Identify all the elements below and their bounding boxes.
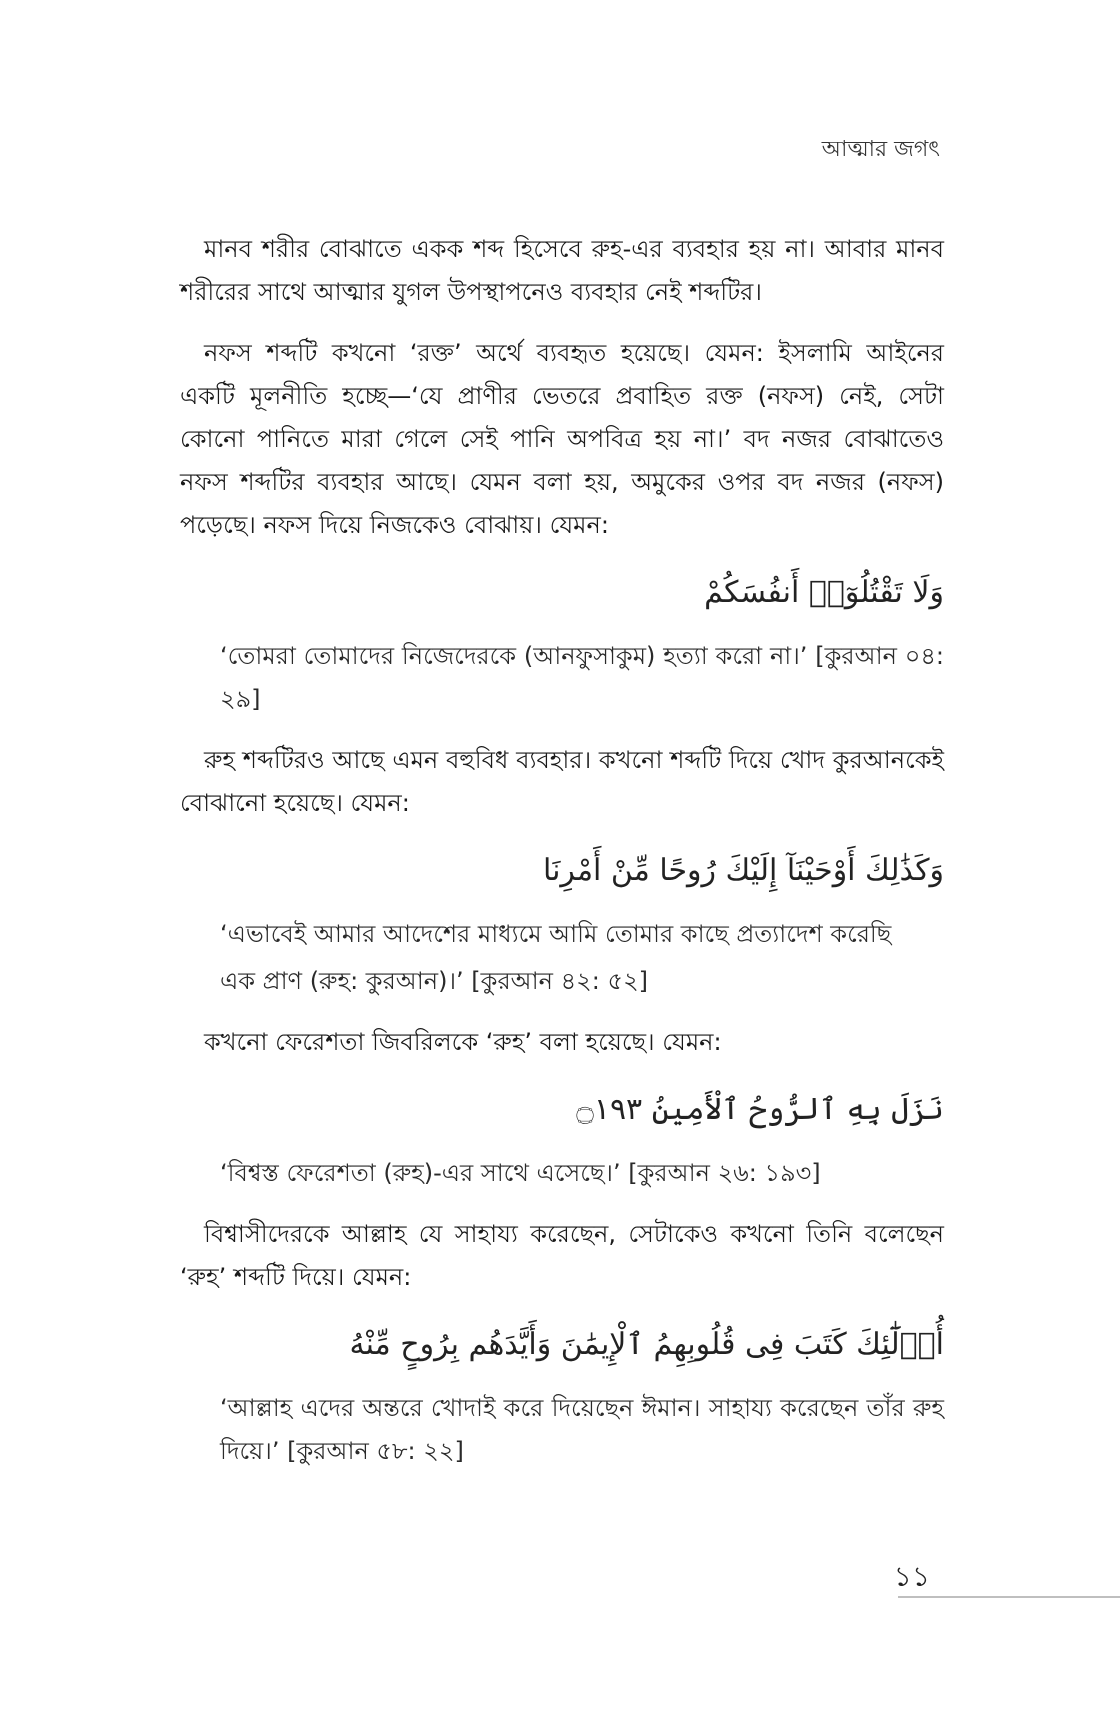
translation-quote: এক প্রাণ (রুহ: কুরআন)।’ [কুরআন ৪২: ৫২] [220, 967, 649, 995]
translation-quote: ‘তোমরা তোমাদের নিজেদেরকে (আনফুসাকুম) হত্যা করো না।’ [কুরআন ০৪: ২৯] [220, 642, 944, 713]
body-paragraph: রুহ শব্দটিরও আছে এমন বহুবিধ ব্যবহার। কখনো শব্দটি দিয়ে খোদ কুরআনকেই বোঝানো হয়েছে। যেমন: [180, 746, 944, 817]
body-paragraph: বিশ্বাসীদেরকে আল্লাহ যে সাহায্য করেছেন, সেটাকেও কখনো তিনি বলেছেন ‘রুহ’ শব্দটি দিয়ে। যেমন: [180, 1220, 944, 1291]
arabic-verse: نَزَلَ بِهِ ٱلرُّوحُ ٱلْأَمِينُ ۝١٩٣ [576, 1092, 944, 1127]
arabic-verse: أُو۟لَٰٓئِكَ كَتَبَ فِى قُلُوبِهِمُ ٱلْإِيمَٰنَ وَأَيَّدَهُم بِرُوحٍ مِّنْهُ [349, 1327, 944, 1362]
translation-quote: ‘বিশ্বস্ত ফেরেশতা (রুহ)-এর সাথে এসেছে।’ [কুরআন ২৬: ১৯৩] [220, 1159, 821, 1187]
footer-divider [898, 1596, 1120, 1598]
page-body [180, 228, 944, 1491]
body-paragraph: নফস শব্দটি কখনো ‘রক্ত’ অর্থে ব্যবহৃত হয়েছে। যেমন: ইসলামি আইনের একটি মূলনীতি হচ্ছে—‘যে প্রাণীর ভেতরে প্রবাহিত রক্ত (নফস) নেই, সেটা কোনো পানিতে মারা গেলে সেই পানি অপবিত্র হয় না।’ বদ নজর বোঝাতেও নফস শব্দটির ব্যবহার আছে। যেমন বলা হয়, অমুকের ওপর বদ নজর (নফস) পড়েছে। নফস দিয়ে নিজকেও বোঝায়। যেমন: [180, 339, 944, 539]
arabic-verse: وَلَا تَقْتُلُوٓا۟ أَنفُسَكُمْ [704, 575, 944, 610]
arabic-verse: وَكَذَٰلِكَ أَوْحَيْنَآ إِلَيْكَ رُوحًا مِّنْ أَمْرِنَا [542, 853, 944, 888]
body-paragraph: কখনো ফেরেশতা জিবরিলকে ‘রুহ’ বলা হয়েছে। যেমন: [204, 1028, 722, 1056]
translation-quote: ‘আল্লাহ এদের অন্তরে খোদাই করে দিয়েছেন ঈমান। সাহায্য করেছেন তাঁর রুহ দিয়ে।’ [কুরআন ৫৮: ২২] [220, 1394, 944, 1465]
running-header: আত্মার জগৎ [821, 137, 940, 162]
translation-quote: ‘এভাবেই আমার আদেশের মাধ্যমে আমি তোমার কাছে প্রত্যাদেশ করেছি [220, 920, 892, 948]
body-paragraph: মানব শরীর বোঝাতে একক শব্দ হিসেবে রুহ-এর ব্যবহার হয় না। আবার মানব শরীরের সাথে আত্মার যুগল উপস্থাপনেও ব্যবহার নেই শব্দটির। [180, 235, 944, 306]
page-number: ১১ [893, 1560, 930, 1593]
